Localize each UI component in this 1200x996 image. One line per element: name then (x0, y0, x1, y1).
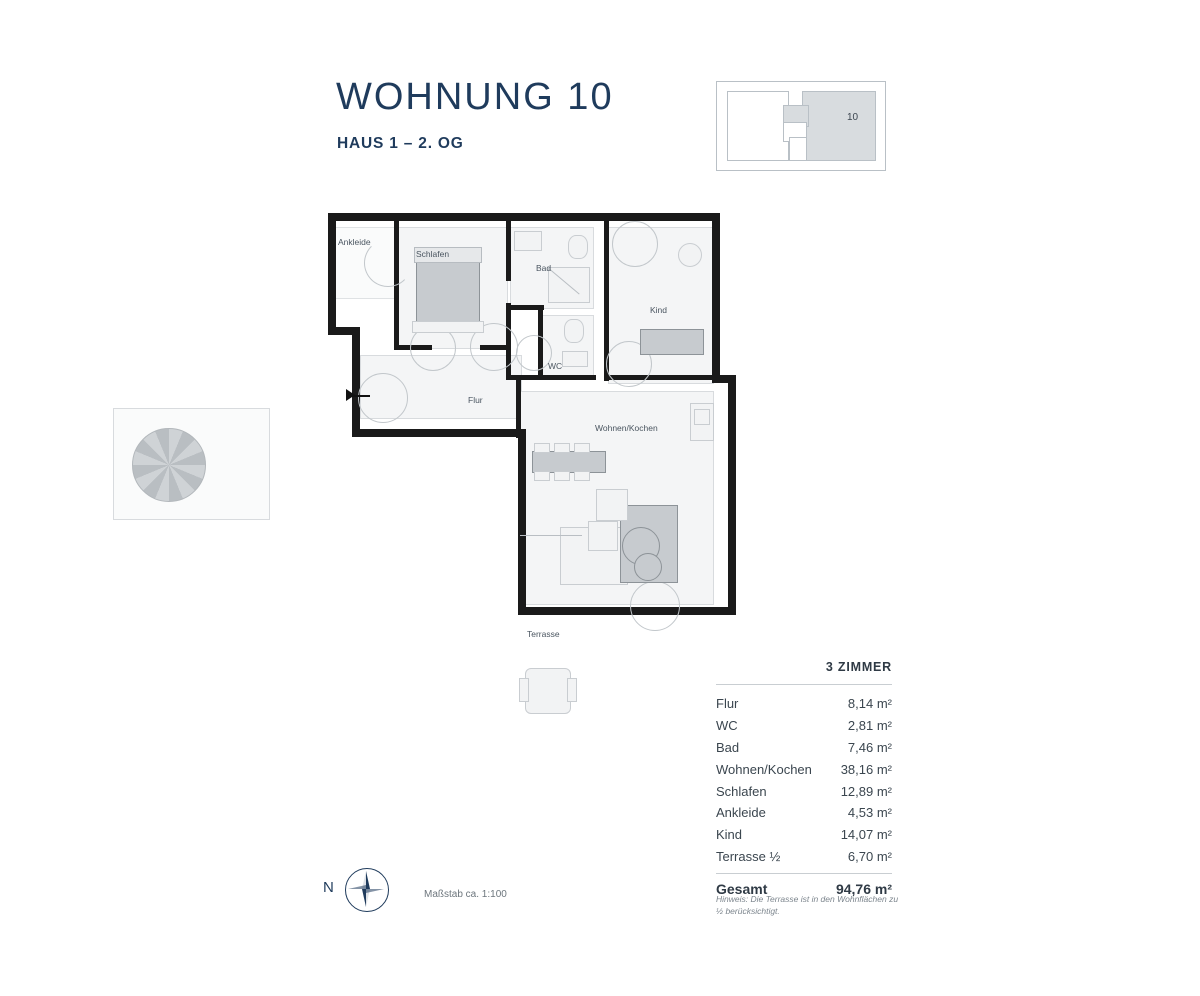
living-detail-line (520, 535, 582, 536)
area-name: Ankleide (716, 805, 766, 821)
table-row (716, 780, 892, 802)
door-arc-terrace (630, 581, 680, 631)
furniture-dining-table (532, 451, 606, 473)
wall-left-upper (328, 213, 336, 335)
room-label-ankleide: Ankleide (338, 237, 371, 247)
area-value: 8,14 m² (847, 696, 892, 712)
wall-left-lower (352, 335, 360, 435)
wall-bottom-left (352, 429, 526, 437)
area-value: 7,46 m² (847, 739, 892, 755)
locator-map (716, 81, 886, 171)
wall-living-left (518, 437, 526, 615)
area-value: 6,70 m² (847, 848, 892, 864)
scale-label: Maßstab ca. 1:100 (424, 889, 507, 900)
area-name: WC (716, 718, 738, 734)
furniture-umbrella (132, 428, 206, 502)
wall-inner-bad-right (506, 221, 511, 281)
area-value: 12,89 m² (840, 783, 892, 799)
furniture-dining-chair-6 (574, 471, 590, 481)
area-name: Kind (716, 827, 743, 843)
area-table (716, 660, 892, 897)
table-row (716, 693, 892, 715)
page-title: WOHNUNG 10 (336, 76, 614, 118)
window-top-c (528, 211, 562, 213)
window-top-a (354, 211, 388, 213)
area-name: Schlafen (716, 783, 767, 799)
furniture-terrace-chair-r (567, 678, 577, 702)
door-arc-entry (358, 373, 408, 423)
compass-icon (323, 868, 389, 912)
furniture-armchair-b (588, 521, 618, 551)
area-value: 38,16 m² (840, 761, 892, 777)
room-label-bad: Bad (536, 263, 552, 273)
window-top-b (415, 211, 455, 213)
furniture-wc-sink (562, 351, 588, 367)
entry-arrow-icon (346, 389, 355, 401)
furniture-armchair-a (596, 489, 628, 521)
furniture-terrace-chair-l (519, 678, 529, 702)
area-rows-table (716, 693, 892, 867)
room-label-kind: Kind (650, 305, 668, 315)
door-arc-ankleide (364, 239, 412, 287)
furniture-bath-sink (514, 231, 542, 251)
room-label-wohnen-kochen: Wohnen/Kochen (595, 423, 658, 433)
door-arc-kind-upper (612, 221, 658, 267)
table-row (716, 845, 892, 867)
room-label-wc: WC (548, 361, 563, 371)
furniture-kitchen-hob (694, 409, 710, 425)
furniture-kind-round (678, 243, 702, 267)
area-value: 14,07 m² (840, 827, 892, 843)
locator-highlight-block (802, 91, 876, 161)
locator-notch-white-b (789, 137, 807, 161)
locator-unit-label: 10 (847, 112, 859, 123)
furniture-kind-bed (640, 329, 704, 355)
furniture-wc-toilet (564, 319, 584, 343)
rooms-count-badge: 3 ZIMMER (716, 660, 892, 685)
furniture-dining-chair-3 (574, 443, 590, 453)
furniture-terrace-table (525, 668, 571, 714)
area-name: Bad (716, 739, 740, 755)
wall-left-step (328, 327, 360, 335)
room-label-terrasse: Terrasse (527, 629, 560, 639)
furniture-bed (416, 261, 480, 323)
furniture-bed-foot (412, 321, 484, 333)
locator-neighbor-block (727, 91, 789, 161)
furniture-side-table (634, 553, 662, 581)
area-name: Wohnen/Kochen (716, 761, 812, 777)
wall-top (328, 213, 720, 221)
wall-right-upper (712, 213, 720, 375)
table-row (716, 737, 892, 759)
window-top-d (640, 211, 676, 213)
table-row (716, 715, 892, 737)
furniture-dining-chair-1 (534, 443, 550, 453)
footnote-hint: Hinweis: Die Terrasse ist in den Wohnflächen zu ½ berücksichtigt. (716, 894, 899, 917)
compass-needle-icon (345, 868, 387, 910)
wall-right-lower (728, 375, 736, 615)
furniture-bath-toilet (568, 235, 588, 259)
wall-bottom-right (518, 607, 736, 615)
table-row (716, 802, 892, 824)
furniture-dining-chair-4 (534, 471, 550, 481)
area-value: 4,53 m² (847, 805, 892, 821)
door-arc-wc (516, 335, 552, 371)
area-name: Flur (716, 696, 739, 712)
area-name: Terrasse ½ (716, 848, 781, 864)
wall-inner-living-left-upper (516, 380, 521, 438)
room-label-flur: Flur (468, 395, 483, 405)
page-subtitle: HAUS 1 – 2. OG (337, 135, 464, 152)
furniture-dining-chair-5 (554, 471, 570, 481)
furniture-dining-chair-2 (554, 443, 570, 453)
area-value: 2,81 m² (847, 718, 892, 734)
area-total-value: 94,76 m² (835, 881, 892, 898)
area-total-label: Gesamt (716, 881, 768, 898)
table-row (716, 824, 892, 846)
room-label-schlafen: Schlafen (416, 249, 450, 259)
compass-north-label: N (323, 879, 334, 896)
table-row (716, 758, 892, 780)
floorplan-drawing (320, 205, 740, 725)
